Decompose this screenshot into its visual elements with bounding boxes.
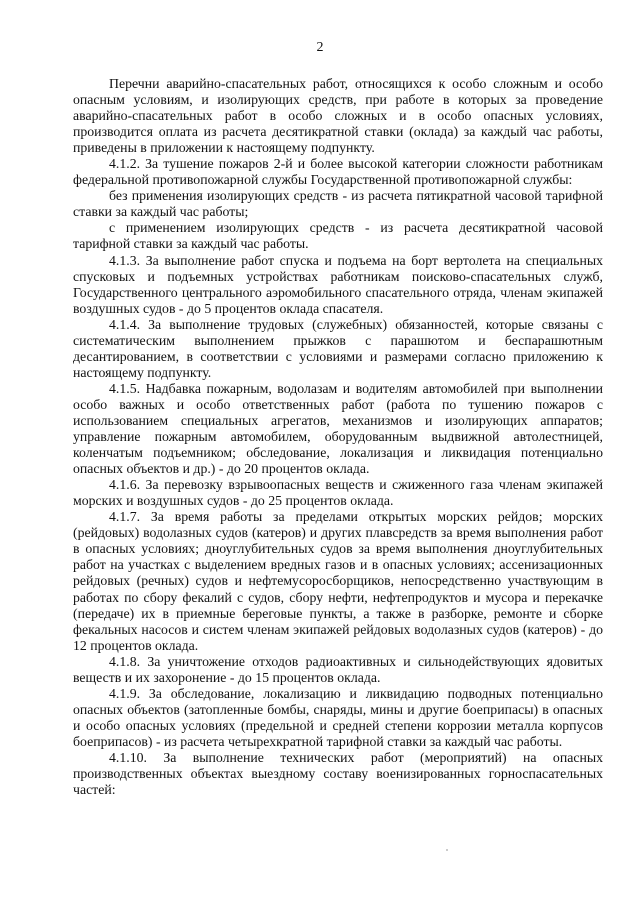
paragraph-4-1-2: 4.1.2. За тушение пожаров 2-й и более высокой категории сложности работникам федеральной противопожарной службы Государственной противопожарной службы: (73, 156, 603, 188)
paragraph-4-1-4: 4.1.4. За выполнение трудовых (служебных) обязанностей, которые связаны с систематическим выполнением прыжков с парашютом и беспарашютным десантированием, в соответствии с условиями и размерами согласно приложению к настоящему подпункту. (73, 316, 603, 380)
paragraph-intro: Перечни аварийно-спасательных работ, относящихся к особо сложным и особо опасным условиям, и изолирующих средств, при работе в которых за проведение аварийно-спасательных работ в особо сложных и в особо опасных условиях, производится оплата из расчета десятикратной ставки (оклада) за каждый час работы, приведены в приложении к настоящему подпункту. (73, 76, 603, 156)
scan-speck (446, 849, 448, 851)
paragraph-4-1-6: 4.1.6. За перевозку взрывоопасных веществ и сжиженного газа членам экипажей морских и воздушных судов - до 25 процентов оклада. (73, 477, 603, 509)
paragraph-without-isolating-means: без применения изолирующих средств - из расчета пятикратной часовой тарифной ставки за каждый час работы; (73, 188, 603, 220)
paragraph-4-1-5: 4.1.5. Надбавка пожарным, водолазам и водителям автомобилей при выполнении особо важных и особо ответственных работ (работа по тушению пожаров с использованием специальных агрегатов, механизмов и изолирующих аппаратов; управление пожарным автомобилем, оборудованным выдвижной автолестницей, коленчатым подъемником; обследование, локализация и ликвидация потенциально опасных объектов и др.) - до 20 процентов оклада. (73, 380, 603, 477)
paragraph-4-1-10: 4.1.10. За выполнение технических работ (мероприятий) на опасных производственных объектах выездному составу военизированных горноспасательных частей: (73, 749, 603, 798)
paragraph-4-1-3: 4.1.3. За выполнение работ спуска и подъема на борт вертолета на специальных спусковых и подъемных устройствах работникам поисково-спасательных служб, Государственного центрального аэромобильного спасательного отряда, членам экипажей воздушных судов - до 5 процентов оклада спасателя. (73, 252, 603, 316)
document-body (73, 76, 603, 798)
paragraph-4-1-8: 4.1.8. За уничтожение отходов радиоактивных и сильнодействующих ядовитых веществ и их захоронение - до 15 процентов оклада. (73, 653, 603, 685)
paragraph-with-isolating-means: с применением изолирующих средств - из расчета десятикратной часовой тарифной ставки за каждый час работы. (73, 220, 603, 252)
page-number: 2 (316, 40, 324, 55)
paragraph-4-1-7: 4.1.7. За время работы за пределами открытых морских рейдов; морских (рейдовых) водолазных судов (катеров) и других плавсредств за время выполнения работ в опасных условиях; дноуглубительных судов за время выполнения дноуглубительных работ на участках с выделением вредных газов и в опасных условиях; ассенизационных рейдовых (речных) судов и нефтемусоросборщиков, непосредственно участвующим в работах по сбору фекалий с судов, сбору нефти, нефтепродуктов и мусора и перекачке (передаче) их в приемные береговые пункты, а также в разборке, ремонте и сборке фекальных насосов и систем членам экипажей рейдовых водолазных судов (катеров) - до 12 процентов оклада. (73, 509, 603, 653)
paragraph-4-1-9: 4.1.9. За обследование, локализацию и ликвидацию подводных потенциально опасных объектов (затопленные бомбы, снаряды, мины и другие боеприпасы) в опасных и особо опасных условиях (предельной и средней степени коррозии металла корпусов боеприпасов) - из расчета четырехкратной тарифной ставки за каждый час работы. (73, 685, 603, 749)
